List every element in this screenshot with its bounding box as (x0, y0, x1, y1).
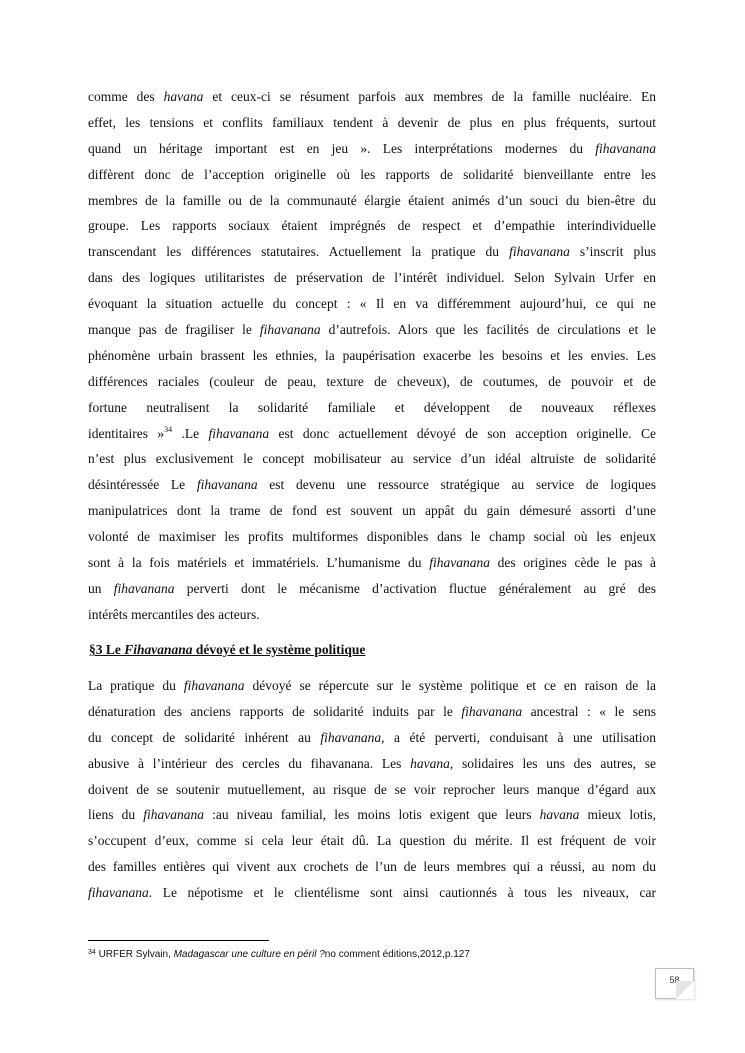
footnote-number: 34 (88, 949, 96, 956)
text-line (88, 421, 656, 447)
footnote-title: Madagascar une culture en péril ? (173, 949, 325, 960)
text-line (88, 317, 656, 343)
footnote-author: URFER Sylvain, (95, 949, 174, 960)
text-line (88, 880, 656, 906)
text-segment: du concept de solidarité inhérent au (88, 729, 321, 745)
text-line (88, 446, 656, 472)
text-segment: mieux lotis, (579, 807, 657, 823)
text-line (88, 162, 656, 188)
italic-term: fihavanana (88, 885, 149, 901)
text-line (88, 369, 656, 395)
page-number: 58 (669, 975, 680, 985)
text-line (88, 213, 656, 239)
footnote-separator (88, 940, 269, 941)
text-segment: intérêts mercantiles des acteurs. (88, 606, 260, 622)
text-segment: s’inscrit plus (569, 244, 656, 260)
text-segment: identitaires » (88, 425, 165, 441)
text-line (88, 602, 656, 628)
text-segment: s’occupent d’eux, comme si cela leur était dû. La question du mérite. Il est fréquent de voir (88, 833, 656, 849)
text-segment: phénomène urbain brassent les ethnies, la paupérisation exacerbe les besoins et les envies. Les (88, 347, 656, 363)
text-segment: est donc actuellement dévoyé de son acception originelle. Ce (269, 425, 656, 441)
text-segment: manque pas de fragiliser le (88, 322, 260, 338)
text-segment: dénaturation des anciens rapports de solidarité induits par le (88, 703, 462, 719)
italic-term: fihavanana (259, 322, 321, 338)
text-segment: est devenu une ressource stratégique au service de logiques (257, 477, 656, 493)
text-line (88, 472, 656, 498)
text-segment: effet, les tensions et conflits familiaux tendent à devenir de plus en plus fréquents, surtout (88, 114, 656, 130)
text-line (88, 828, 656, 854)
text-segment: , a été perverti, conduisant à une utilisation (381, 729, 656, 745)
italic-term: fihavanana (320, 729, 382, 745)
text-segment: :au niveau familial, les moins lotis exigent que leurs (203, 807, 540, 823)
text-segment: des origines cède le pas à (489, 555, 656, 571)
text-segment: diffèrent donc de l’acception originelle où les rapports de solidarité bienveillante entre les (88, 166, 656, 182)
text-line (88, 854, 656, 880)
text-segment: quand un héritage important est en jeu ». Les interprétations modernes du (88, 140, 596, 156)
heading-italic: Fihavanana (124, 642, 193, 657)
text-segment: désintéressée Le (88, 477, 197, 493)
text-line (88, 136, 656, 162)
text-segment: d’autrefois. Alors que les facilités de circulations et le (320, 322, 656, 338)
text-line (88, 802, 656, 828)
text-segment: et ceux-ci se résument parfois aux membres de la famille nucléaire. En (203, 89, 657, 104)
paragraph-1 (88, 84, 656, 628)
footnote-rest: no comment éditions,2012,p.127 (324, 949, 470, 960)
text-segment: comme des (88, 89, 164, 104)
text-segment: ancestral : « le sens (522, 703, 656, 719)
text-segment: évoquant la situation actuelle du concept : « Il en va différemment aujourd’hui, ce qui ne (88, 296, 656, 312)
footnote-reference: 34 (164, 424, 173, 434)
text-segment: manipulatrices dont la trame de fond est souvent un appât du gain démesuré assorti d’une (88, 503, 656, 519)
text-segment: groupe. Les rapports sociaux étaient imprégnés de respect et d’empathie interindividuelle (88, 218, 656, 234)
text-segment: volonté de maximiser les profits multiformes disponibles dans le champ social où les enjeux (88, 529, 656, 545)
text-segment: perverti dont le mécanisme d’activation fluctue généralement au gré des (174, 580, 656, 596)
text-segment: n’est plus exclusivement le concept mobilisateur au service d’un idéal altruiste de solidarité (88, 451, 656, 467)
italic-term: fihavanana (208, 425, 270, 441)
page-fold-corner (676, 981, 694, 999)
text-segment: .Le (172, 425, 209, 441)
text-line (88, 751, 656, 777)
italic-term: fihavanana (461, 703, 523, 719)
text-line (88, 550, 656, 576)
italic-term: fihavanana (196, 477, 258, 493)
text-line (88, 265, 656, 291)
italic-term: havana (410, 755, 450, 771)
text-segment: transcendant les différences statutaires. Actuellement la pratique du (88, 244, 510, 260)
text-segment: liens du (88, 807, 144, 823)
heading-suffix: dévoyé et le système politique (192, 642, 366, 657)
text-segment: abusive à l’intérieur des cercles du fihavanana. Les (88, 755, 411, 771)
italic-term: fihavanana (429, 555, 490, 571)
italic-term: fihavanana (143, 807, 204, 823)
text-line (88, 239, 656, 265)
footnote (88, 948, 470, 962)
text-line (88, 673, 656, 699)
section-heading (89, 640, 365, 660)
text-line (88, 188, 656, 214)
paragraph-2 (88, 673, 656, 906)
text-line (88, 84, 656, 110)
text-segment: sont à la fois matériels et immatériels. L’humanisme du (88, 555, 430, 571)
text-segment: La pratique du (88, 678, 184, 693)
italic-term: fihavanana (183, 678, 245, 693)
text-segment: dans des logiques utilitaristes de préservation de l’intérêt individuel. Selon Sylvain Urfer en (88, 270, 656, 286)
italic-term: fihavanana (113, 580, 175, 596)
text-segment: un (88, 580, 114, 596)
text-segment: différences raciales (couleur de peau, texture de cheveux), de coutumes, de pouvoir et de (88, 373, 656, 389)
text-segment: . Le népotisme et le clientélisme sont ainsi cautionnés à tous les niveaux, car (148, 885, 656, 901)
text-line (88, 291, 656, 317)
text-line (88, 343, 656, 369)
text-line (88, 110, 656, 136)
text-segment: dévoyé se répercute sur le système politique et ce en raison de la (244, 678, 656, 693)
italic-term: fihavanana (509, 244, 570, 260)
heading-prefix: §3 Le (89, 642, 125, 657)
text-segment: , solidaires les uns des autres, se (449, 755, 656, 771)
text-line (88, 395, 656, 421)
text-line (88, 524, 656, 550)
text-segment: des familles entières qui vivent aux crochets de l’un de leurs membres qui a réussi, au nom du (88, 859, 656, 875)
text-segment: doivent de se soutenir mutuellement, au risque de se voir reprocher leurs manque d’égard aux (88, 781, 656, 797)
italic-term: fihavanana (595, 140, 656, 156)
text-line (88, 576, 656, 602)
text-line (88, 498, 656, 524)
italic-term: havana (539, 807, 580, 823)
text-line (88, 699, 656, 725)
text-line (88, 725, 656, 751)
text-line (88, 777, 656, 803)
text-segment: fortune neutralisent la solidarité familiale et développent de nouveaux réflexes (88, 399, 656, 415)
italic-term: havana (163, 89, 204, 104)
page-number-box (655, 968, 694, 999)
text-segment: membres de la famille ou de la communauté élargie étaient animés d’un souci du bien-être du (88, 192, 656, 208)
